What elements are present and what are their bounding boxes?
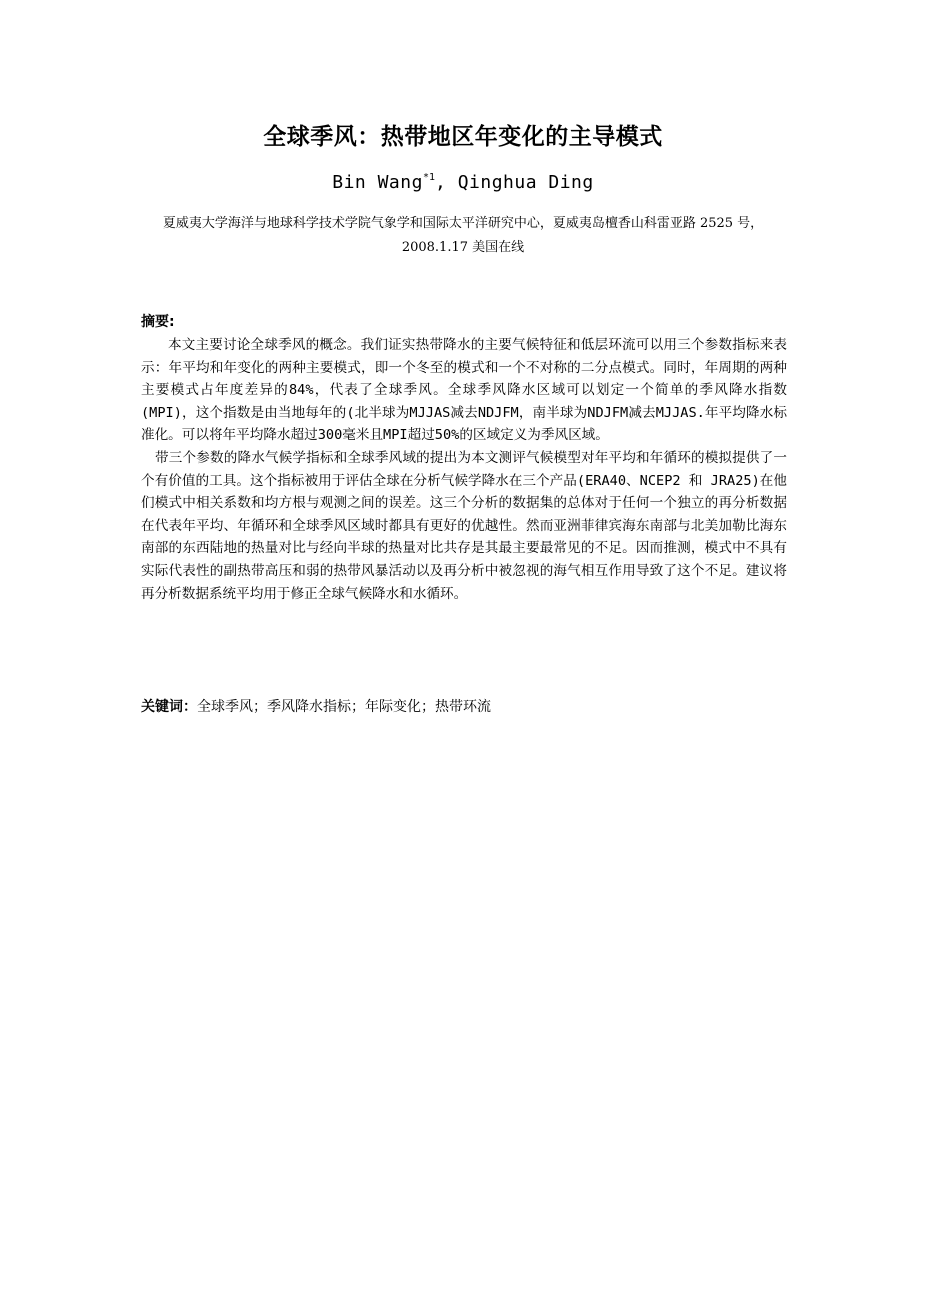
abstract-paragraph: 本文主要讨论全球季风的概念。我们证实热带降水的主要气候特征和低层环流可以用三个参数指标来表示：年平均和年变化的两种主要模式，即一个冬至的模式和一个不对称的二分点模式。同时，年周期的两种主要模式占年度差异的84%，代表了全球季风。全球季风降水区域可以划定一个简单的季风降水指数(MPI)，这个指数是由当地每年的(北半球为MJJAS减去NDJFM，南半球为NDJFM减去MJJAS.年平均降水标准化。可以将年平均降水超过300毫米且MPI超过50%的区域定义为季风区域。 <box>141 337 787 444</box>
keywords <box>141 697 787 717</box>
affiliation <box>120 212 806 260</box>
author-name: Qinghua Ding <box>457 172 594 193</box>
abstract-heading: 摘要: <box>141 314 175 330</box>
author-line <box>0 172 926 193</box>
author-name: Bin Wang <box>332 172 423 193</box>
paper-title: 全球季风：热带地区年变化的主导模式 <box>263 124 663 150</box>
keywords-text: 全球季风；季风降水指标；年际变化；热带环流 <box>197 699 491 715</box>
affiliation-address: 夏威夷大学海洋与地球科学技术学院气象学和国际太平洋研究中心，夏威夷岛檀香山科雷亚路 2525 号， <box>162 216 764 231</box>
abstract-body <box>141 334 787 605</box>
author-separator: , <box>435 172 458 193</box>
author-affiliation-mark: *1 <box>422 172 435 183</box>
abstract-paragraph: 带三个参数的降水气候学指标和全球季风域的提出为本文测评气候模型对年平均和年循环的模拟提供了一个有价值的工具。这个指标被用于评估全球在分析气候学降水在三个产品(ERA40、NCEP2 和 JRA25)在他们模式中相关系数和均方根与观测之间的误差。这三个分析的数据集的总体对于任何一个独立的再分析数据在代表年平均、年循环和全球季风区域时都具有更好的优越性。然而亚洲菲律宾海东南部与北美加勒比海东南部的东西陆地的热量对比与经向半球的热量对比共存是其最主要最常见的不足。因而推测，模式中不具有实际代表性的副热带高压和弱的热带风暴活动以及再分析中被忽视的海气相互作用导致了这个不足。建议将再分析数据系统平均用于修正全球气候降水和水循环。 <box>141 449 787 602</box>
affiliation-date: 2008.1.17 美国在线 <box>401 240 525 255</box>
keywords-label: 关键词： <box>141 699 197 715</box>
